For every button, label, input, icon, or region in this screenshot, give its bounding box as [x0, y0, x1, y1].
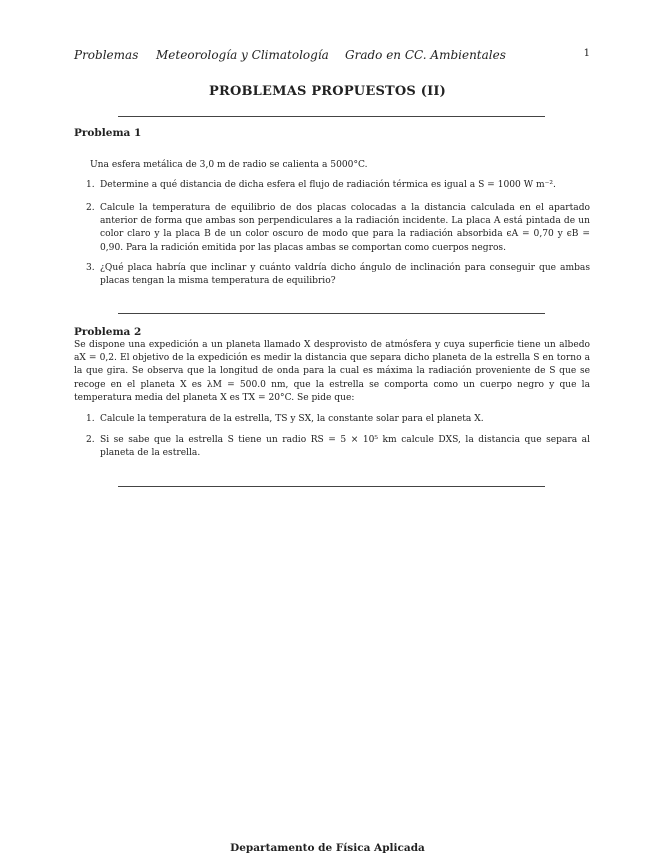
page-title: PROBLEMAS PROPUESTOS (II) — [208, 84, 447, 99]
divider-rule — [118, 486, 545, 487]
item-number: 2. — [86, 435, 95, 445]
item-text: Determine a qué distancia de dicha esfera el flujo de radiación térmica es igual a S = 1000 W m⁻². — [100, 180, 556, 190]
page-number: 1 — [583, 48, 590, 59]
item-number: 1. — [86, 414, 95, 424]
item-text: ¿Qué placa habría que inclinar y cuánto valdría dicho ángulo de inclinación para conseguir que ambas placas tengan la misma temperatura de equilibrio? — [100, 263, 590, 287]
item-number: 2. — [86, 203, 95, 213]
divider-rule — [118, 313, 545, 314]
problem-2-item-1 — [86, 413, 590, 426]
running-header — [74, 48, 590, 64]
item-text: Si se sabe que la estrella S tiene un radio RS = 5 × 10⁵ km calcule DXS, la distancia que separa al planeta de la estrella. — [100, 435, 590, 459]
page-footer: Departamento de Física Aplicada — [230, 842, 425, 854]
problem-2-heading: Problema 2 — [74, 326, 142, 338]
header-subject: Meteorología y Climatología — [156, 48, 329, 62]
item-number: 1. — [86, 180, 95, 190]
problem-2-intro: Se dispone una expedición a un planeta llamado X desprovisto de atmósfera y cuya superficie tiene un albedo aX = 0,2. El objetivo de la expedición es medir la distancia que separa dicho planeta de la estrella S en torno a la que gira. Se observa que la longitud de onda para la cual es máxima la radiación proveniente de S que se recoge en el planeta X es λM = 500.0 nm, que la estrella se comporta como un cuerpo negro y que la temperatura media del planeta X es TX = 20°C. Se pide que: — [74, 340, 590, 403]
problem-1-item-1 — [86, 179, 590, 192]
problem-2-item-2 — [86, 434, 590, 460]
item-number: 3. — [86, 263, 95, 273]
header-degree: Grado en CC. Ambientales — [345, 48, 506, 62]
problem-1-heading: Problema 1 — [74, 127, 142, 139]
problem-1-item-3 — [86, 262, 590, 288]
header-course: Problemas — [74, 48, 139, 62]
item-text: Calcule la temperatura de equilibrio de dos placas colocadas a la distancia calculada en el apartado anterior de forma que ambas son perpendiculares a la radiación incidente. La placa A está pintada de un color claro y la placa B de un color oscuro de modo que para la radiación absorbida ϵA = 0,70 y ϵB = 0,90. Para la radición emitida por las placas ambas se comportan como cuerpos negros. — [100, 203, 590, 253]
item-text: Calcule la temperatura de la estrella, TS y SX, la constante solar para el planeta X. — [100, 414, 484, 424]
problem-1-item-2 — [86, 202, 590, 255]
problem-1-intro: Una esfera metálica de 3,0 m de radio se calienta a 5000°C. — [90, 160, 368, 170]
divider-rule — [118, 116, 545, 117]
